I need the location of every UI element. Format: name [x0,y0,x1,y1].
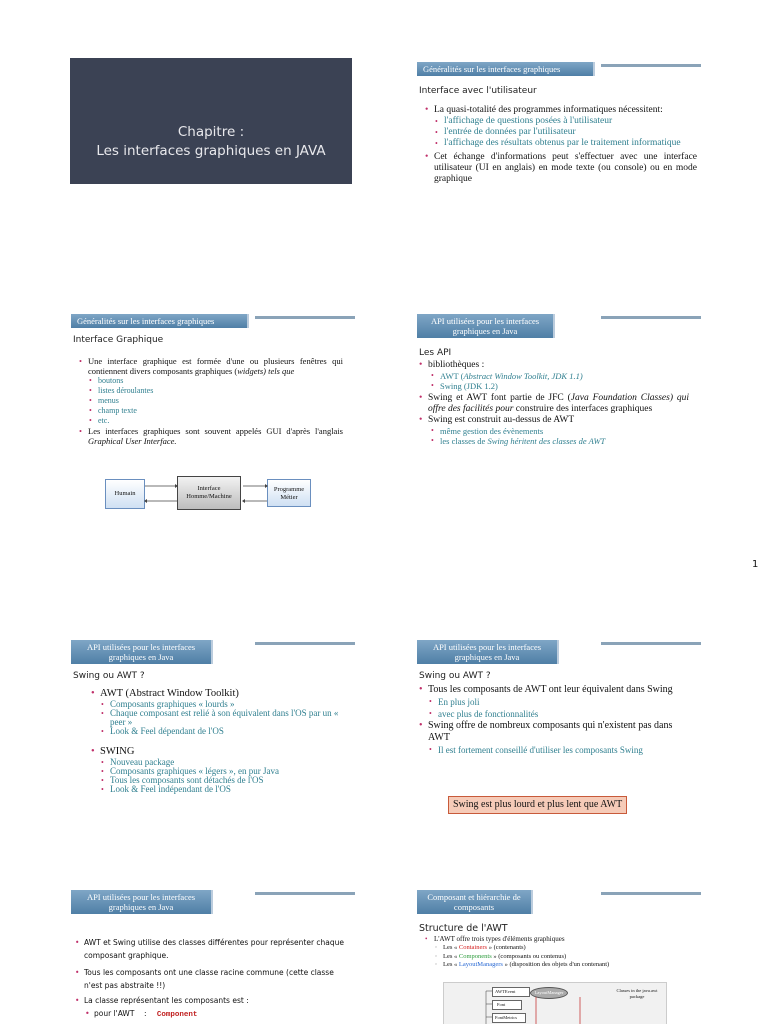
text: construire des interfaces graphiques [513,404,653,414]
list-item: • Tous les composants sont détachés de l'OS [101,776,341,785]
slide-subtitle: Swing ou AWT ? [73,671,145,681]
header-stripe [601,64,701,67]
list-item: • Nouveau package [101,758,341,767]
slide-subtitle: Interface Graphique [73,335,164,345]
code-text: Component [156,1011,198,1019]
diagram-box-humain: Humain [105,479,145,509]
diagram-box-interface: Interface Homme/Machine [177,476,241,510]
list-item [431,371,689,381]
slide-7 [71,890,355,1024]
figure-lines [444,983,666,1024]
list-item: • listes déroulantes [89,386,343,396]
text-italic: Swing héritent des classes de AWT [487,436,606,446]
list-item: • champ texte [89,406,343,416]
figure-box-awtevent: AWTEvent [492,987,530,997]
bullet-list [425,105,697,185]
list-item: • bibliothèques : [419,360,689,371]
bullet-list [419,684,695,756]
figure-note: Classes in the java.awt package [616,988,658,999]
list-item: • Swing offre de nombreux composants qui n'existent pas dans AWT [419,720,695,744]
text: Les « [443,944,459,951]
bullet-list [419,360,689,446]
header-stripe [601,316,701,319]
text-italic: widgets) tels que [237,366,295,376]
slide-header: API utilisées pour les interfaces graphiques en Java [71,890,213,914]
list-item: • boutons [89,376,343,386]
text: » (disposition des objets d'un contenant) [502,961,610,968]
text: Les interfaces graphiques sont souvent appelés GUI d'après l'anglais [88,426,343,436]
list-item [79,426,343,446]
slide-4 [417,314,701,522]
list-item: • SWING [91,746,341,758]
diagram-arrows [105,474,315,514]
slide-3 [71,314,355,522]
keyword: Containers [458,944,488,951]
list-item: • Cet échange d'informations peut s'effectuer avec une interface utilisateur (UI en anglais) en mode texte (ou console) ou en mode graphique [425,152,697,185]
header-stripe [255,892,355,895]
figure-box-fontmetrics: FontMetrics [492,1013,526,1023]
bullet-list [425,935,697,970]
list-item: • Composants graphiques « légers », en pur Java [101,767,341,776]
slide-header: API utilisées pour les interfaces graphiques en Java [417,640,559,664]
list-item [431,436,689,446]
header-stripe [601,642,701,645]
list-item: • Swing (JDK 1.2) [431,381,689,391]
list-item: • l'entrée de données par l'utilisateur [435,127,697,138]
list-item: • l'affichage des résultats obtenus par le traitement informatique [435,138,697,149]
header-stripe [255,316,355,319]
list-item: • Swing est construit au-dessus de AWT [419,415,689,426]
bullet-list [79,356,343,446]
list-item: • avec plus de fonctionnalités [429,708,695,720]
slide-subtitle: Les API [419,348,452,358]
slide-5 [71,640,355,848]
list-item [419,393,689,415]
text-italic: Java Foundation Classes) qui offre des facilités pour [428,393,689,414]
keyword: Components [458,952,492,960]
bullet-list [91,688,341,794]
list-item: • menus [89,396,343,406]
slide-1-title-box [70,58,352,184]
list-item [79,356,343,376]
text: » (contenants) [487,944,526,951]
list-item: ◦ Les « Components » (composants ou contenus) [435,952,567,960]
awt-class-figure [443,982,667,1024]
slide-header: Généralités sur les interfaces graphiques [417,62,595,76]
slide-subtitle: Swing ou AWT ? [419,671,491,681]
slide-8 [417,890,701,1024]
page-number: 1 [752,559,759,570]
list-item: • Chaque composant est relié à son équivalent dans l'OS par un « peer » [101,709,341,727]
list-item: • Look & Feel indépendant de l'OS [101,785,341,794]
list-item: ◦ Les « LayoutManagers » (disposition des objets d'un contenant) [435,961,610,968]
list-item: • etc. [89,416,343,426]
list-item: • En plus joli [429,696,695,708]
slide-header: API utilisées pour les interfaces graphiques en Java [71,640,213,664]
slide-2 [417,62,701,270]
slide-header: Généralités sur les interfaces graphiques [71,314,249,328]
hmi-diagram [105,474,315,514]
header-stripe [601,892,701,895]
list-item: • Tous les composants ont une classe racine commune (cette classe n'est pas abstraite !!) [75,966,347,992]
list-item [85,1007,347,1022]
slide-1-title-line-1: Chapitre : [177,124,245,140]
text-italic: Graphical User Interface. [88,436,177,446]
list-item: • même gestion des évènements [431,426,689,436]
bullet-list [75,936,347,1022]
list-item: • AWT et Swing utilise des classes différentes pour représenter chaque composant graphique. [75,936,347,962]
text: Les « [443,961,459,968]
slide-1-title-line-2: Les interfaces graphiques en JAVA [96,143,326,159]
text: Swing et AWT font partie de JFC ( [428,393,571,403]
text: AWT ( [440,371,464,381]
header-stripe [255,642,355,645]
text: Les « [443,952,459,960]
list-item: • Composants graphiques « lourds » [101,700,341,709]
list-item: • Look & Feel dépendant de l'OS [101,727,341,736]
text-italic: Abstract Window Toolkit, JDK 1.1) [463,371,583,381]
list-item: • AWT (Abstract Window Toolkit) [91,688,341,700]
list-item: • l'affichage de questions posées à l'utilisateur [435,116,697,127]
callout-box: Swing est plus lourd et plus lent que AWT [448,796,627,814]
list-item: • La quasi-totalité des programmes informatiques nécessitent: [425,105,697,116]
keyword: LayoutManagers [458,961,503,968]
slide-header: API utilisées pour les interfaces graphiques en Java [417,314,555,338]
text: Une interface graphique est formée d'une ou plusieurs fenêtres qui contiennent divers composants graphiques ( [88,356,343,376]
figure-oval-layoutmanager: LayoutManager [530,987,568,999]
diagram-box-programme: Programme Métier [267,479,311,507]
slide-subtitle: Interface avec l'utilisateur [419,86,537,96]
list-item: • La classe représentant les composants est : [75,994,347,1007]
slide-header: Composant et hiérarchie de composants [417,890,533,914]
slide-subtitle: Structure de l'AWT [419,923,508,934]
list-item: ◦ Les « Containers » (contenants) [435,944,526,951]
text: les classes de [440,436,488,446]
slide-6 [417,640,701,848]
list-item: • Il est fortement conseillé d'utiliser les composants Swing [429,744,695,756]
figure-box-font: Font [492,1000,522,1010]
text: » (composants ou contenus) [491,952,567,960]
list-item: • Tous les composants de AWT ont leur équivalent dans Swing [419,684,695,696]
text: pour l'AWT : [94,1009,147,1018]
list-item: • L'AWT offre trois types d'éléments graphiques [425,935,697,944]
